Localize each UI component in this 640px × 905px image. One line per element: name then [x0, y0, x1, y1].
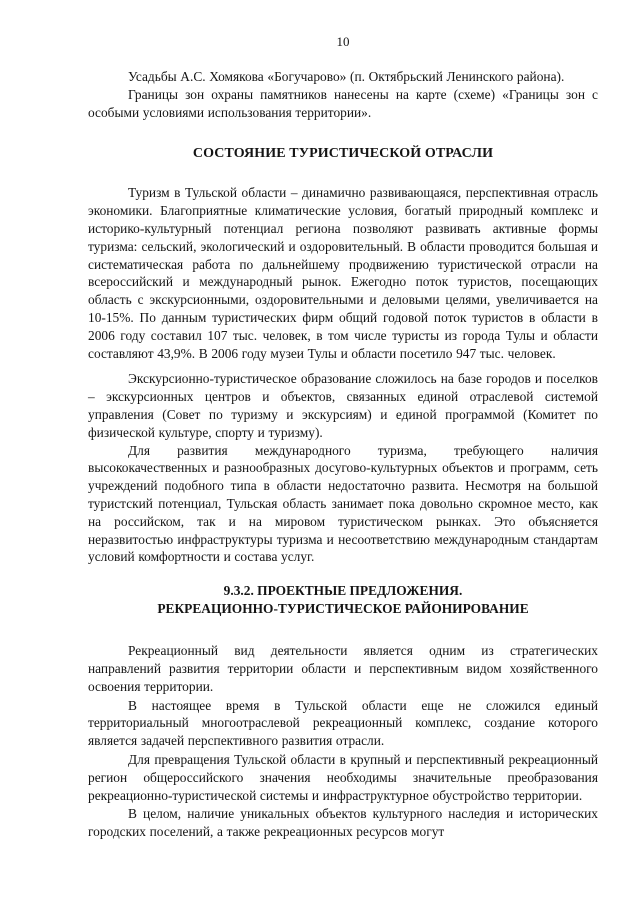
section-heading-tourism-state: СОСТОЯНИЕ ТУРИСТИЧЕСКОЙ ОТРАСЛИ — [192, 146, 494, 162]
subsection-heading-line-1: 9.3.2. ПРОЕКТНЫЕ ПРЕДЛОЖЕНИЯ. — [223, 583, 463, 599]
recreation-paragraph-1: Рекреационный вид деятельности является одним из стратегических направлений развития территории области и перспективным видом хозяйственного освоения территории. — [88, 643, 598, 694]
intro-paragraph-1: Усадьбы А.С. Хомякова «Богучарово» (п. Октябрьский Ленинского района). — [128, 69, 565, 84]
subsection-heading — [88, 582, 598, 618]
subsection-heading-line-2: РЕКРЕАЦИОННО-ТУРИСТИЧЕСКОЕ РАЙОНИРОВАНИЕ — [157, 601, 529, 617]
intro-paragraph-2: Границы зон охраны памятников нанесены на карте (схеме) «Границы зон с особыми условиями использования территории». — [88, 86, 598, 120]
document-page — [88, 34, 598, 841]
recreation-paragraph-4: В целом, наличие уникальных объектов культурного наследия и исторических городских поселений, а также рекреационных ресурсов могут — [88, 806, 598, 840]
tourism-paragraph-3: Для развития международного туризма, требующего наличия высококачественных и разнообразных досугово-культурных объектов и программ, сеть учреждений подобного типа в области недостаточно развита. Несмотря на большой туристский потенциал, Тульская область занимает пока довольно скромное место, как на российском, так и на мировом туристическом рынках. Это объясняется неразвитостью инфраструктуры туризма и несоответствию международным стандартам условий комфортности и состава услуг. — [88, 442, 598, 565]
page-number: 10 — [336, 34, 350, 49]
recreation-paragraph-2: В настоящее время в Тульской области еще не сложился единый территориальный многоотраслевой рекреационный комплекс, создание которого является задачей перспективного развития отрасли. — [88, 697, 598, 749]
tourism-paragraph-1: Туризм в Тульской области – динамично развивающаяся, перспективная отрасль экономики. Благоприятные климатические условия, богатый природный комплекс и историко-культурный потенциал региона позволяют развивать активные формы туризма: сельский, экологический и оздоровительный. В области проводится большая и систематическая работа по дальнейшему продвижению туристической отрасли на всероссийский и международный рынок. Ежегодно поток туристов, посещающих область с экскурсионными, оздоровительными и деловыми целями, увеличивается на 10-15%. По данным туристических фирм общий годовой поток туристов в области в 2006 году составил 107 тыс. человек, в том числе туристы из города Тулы и области составляют 43,9%. В 2006 году музеи Тулы и области посетило 947 тыс. человек. — [88, 185, 598, 361]
tourism-paragraph-2: Экскурсионно-туристическое образование сложилось на базе городов и поселков – экскурсионных центров и объектов, связанных единой отраслевой системой управления (Совет по туризму и экскурсиям) и единой программой (Комитет по физической культуре, спорту и туризму). — [88, 371, 598, 440]
recreation-paragraph-3: Для превращения Тульской области в крупный и перспективный рекреационный регион общероссийского значения необходимы значительные преобразования рекреационно-туристической системы и инфраструктурное обустройство территории. — [88, 751, 598, 803]
